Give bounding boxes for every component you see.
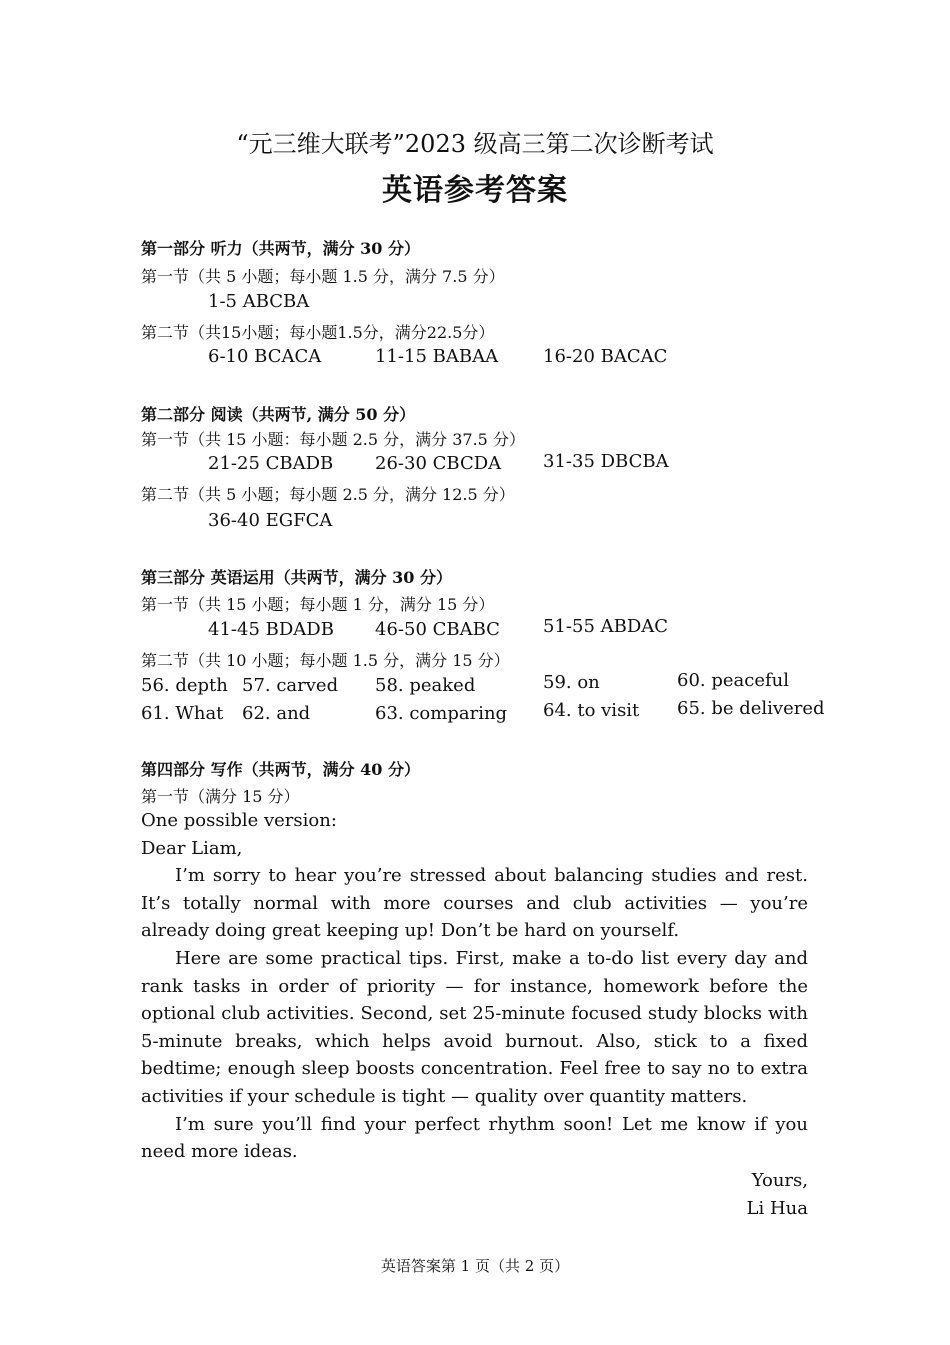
doc-title: 英语参考答案 (382, 173, 568, 208)
answer-36-40: 36-40 EGFCA (208, 510, 333, 531)
answer-46-50: 46-50 CBABC (375, 619, 500, 640)
essay-closing: Yours, (751, 1170, 808, 1191)
essay-greeting: Dear Liam, (141, 837, 243, 859)
essay-intro: One possible version: (141, 810, 337, 831)
part1-section1-heading: 第一节（共 5 小题；每小题 1.5 分，满分 7.5 分） (141, 267, 505, 286)
answer-56: 56. depth (141, 675, 228, 696)
answer-6-10: 6-10 BCACA (208, 346, 322, 367)
answer-1-5: 1-5 ABCBA (208, 291, 310, 312)
answer-64: 64. to visit (543, 700, 640, 721)
answer-60: 60. peaceful (677, 670, 789, 691)
part1-heading: 第一部分 听力（共两节，满分 30 分） (141, 239, 420, 258)
answer-41-45: 41-45 BDADB (208, 619, 334, 640)
model-essay (141, 807, 808, 1166)
answer-58: 58. peaked (375, 675, 476, 696)
part3-section1-heading: 第一节（共 15 小题；每小题 1 分，满分 15 分） (141, 595, 495, 614)
answer-11-15: 11-15 BABAA (375, 346, 499, 367)
part2-heading: 第二部分 阅读（共两节, 满分 50 分） (141, 405, 416, 424)
part2-section2-heading: 第二节（共 5 小题；每小题 2.5 分，满分 12.5 分） (141, 485, 515, 504)
part3-section2-heading: 第二节（共 10 小题；每小题 1.5 分，满分 15 分） (141, 651, 510, 670)
answer-63: 63. comparing (375, 703, 508, 724)
essay-signature: Li Hua (746, 1198, 808, 1219)
answer-62: 62. and (242, 703, 311, 724)
part1-section2-heading: 第二节（共15小题；每小题1.5分，满分22.5分） (141, 323, 495, 342)
answer-31-35: 31-35 DBCBA (543, 451, 669, 472)
answer-57: 57. carved (242, 675, 339, 696)
answer-61: 61. What (141, 703, 224, 724)
part3-heading: 第三部分 英语运用（共两节，满分 30 分） (141, 568, 452, 587)
part4-section1-heading: 第一节（满分 15 分） (141, 787, 300, 806)
answer-59: 59. on (543, 672, 600, 693)
essay-paragraph-3: I’m sure you’ll find your perfect rhythm soon! Let me know if you need more ideas. (141, 1113, 808, 1163)
answer-26-30: 26-30 CBCDA (375, 453, 502, 474)
part2-section1-heading: 第一节（共 15 小题：每小题 2.5 分，满分 37.5 分） (141, 430, 525, 449)
part4-heading: 第四部分 写作（共两节，满分 40 分） (141, 760, 420, 779)
essay-paragraph-2: Here are some practical tips. First, make a to-do list every day and rank tasks in order of priority — for instance, homework before the optional club activities. Second, set 25-minute focused study blocks with 5-minute breaks, which helps avoid burnout. Also, stick to a fixed bedtime; enough sleep boosts concentration. Feel free to say no to extra activities if your schedule is tight — quality over quantity matters. (141, 947, 808, 1107)
answer-65: 65. be delivered (677, 698, 825, 719)
exam-title: “元三维大联考”2023 级高三第二次诊断考试 (236, 130, 714, 158)
answer-16-20: 16-20 BACAC (543, 346, 668, 367)
answer-51-55: 51-55 ABDAC (543, 616, 669, 637)
answer-21-25: 21-25 CBADB (208, 453, 334, 474)
essay-paragraph-1: I’m sorry to hear you’re stressed about balancing studies and rest. It’s totally normal with more courses and club activities — you’re already doing great keeping up! Don’t be hard on yourself. (141, 865, 808, 942)
page-footer: 英语答案第 1 页（共 2 页） (380, 1257, 570, 1275)
